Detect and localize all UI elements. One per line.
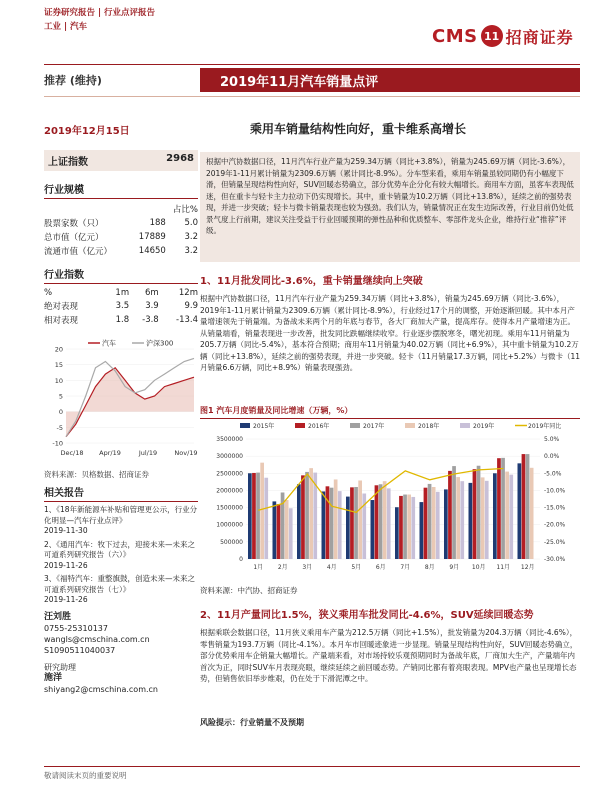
- bar: [260, 463, 264, 559]
- x-tick-label: 6月: [375, 564, 386, 571]
- bar: [399, 496, 403, 559]
- row-value: 14650: [138, 246, 166, 256]
- bar: [273, 501, 277, 559]
- row-value: 9.9: [184, 301, 198, 311]
- row-value: -13.4: [176, 315, 198, 325]
- analyst-email[interactable]: wangls@cmschina.com.cn: [44, 635, 150, 644]
- x-tick-label: 9月: [449, 564, 460, 571]
- bar: [518, 463, 522, 559]
- chart-source: 资料来源：贝格数据、招商证券: [44, 470, 149, 479]
- x-tick-label: Dec/18: [60, 449, 84, 457]
- legend-label: 2019年同比: [528, 423, 562, 430]
- related-title[interactable]: 1、《18年新能源车补贴和管理更公示，行业分化明显—汽车行业点评》: [44, 505, 198, 525]
- bar: [509, 475, 513, 559]
- y-tick-label: 5: [58, 392, 63, 401]
- y-right-tick: -10.0%: [544, 487, 566, 495]
- report-header: [44, 6, 155, 34]
- title-divider: [44, 96, 580, 97]
- y-left-tick: 2500000: [216, 470, 243, 478]
- legend-label: 沪深300: [146, 339, 174, 348]
- industry-scale-heading: 行业规模: [44, 181, 198, 199]
- y-tick-label: 0: [58, 408, 63, 417]
- bar: [501, 458, 505, 559]
- table-row: [44, 230, 198, 244]
- bar: [505, 472, 509, 559]
- related-date: 2019-11-30: [44, 526, 88, 535]
- bar: [420, 502, 424, 559]
- x-tick-label: 1月: [253, 564, 264, 571]
- bar: [395, 507, 399, 559]
- logo-cn: 招商证券: [505, 27, 574, 47]
- x-tick-label: 4月: [326, 564, 337, 571]
- bar: [456, 477, 460, 559]
- bar: [526, 454, 530, 559]
- bar: [379, 484, 383, 559]
- row-value: 188: [149, 218, 166, 228]
- bar: [407, 495, 411, 559]
- y-tick-label: -10: [52, 439, 63, 448]
- analyst-cert: S1090511040037: [44, 646, 116, 655]
- bar: [387, 488, 391, 559]
- related-item[interactable]: [44, 540, 198, 572]
- y-tick-label: 15: [54, 361, 63, 370]
- row-label: 总市值（亿元）: [44, 233, 104, 243]
- logo-latin: CMS: [432, 25, 478, 47]
- header-line1: 证券研究报告 | 行业点评报告: [44, 8, 156, 18]
- col-header: 1m: [115, 288, 130, 298]
- bar: [444, 489, 448, 559]
- y-right-tick: -5.0%: [544, 470, 562, 478]
- table-row: [44, 216, 198, 230]
- col-header: 6m: [145, 288, 159, 298]
- cms-logo: [432, 22, 580, 50]
- report-date: 2019年12月15日: [44, 126, 130, 137]
- y-left-tick: 1500000: [216, 504, 243, 512]
- related-item[interactable]: [44, 574, 198, 606]
- legend-label: 2019年: [473, 423, 495, 430]
- bar: [289, 508, 293, 559]
- x-tick-label: 8月: [424, 564, 435, 571]
- summary-box: 根据中汽协数据口径，11月汽车行业产量为259.34万辆（同比+3.8%），销量为245.69万辆（同比-3.6%），2019年1-11月累计销量为2309.6万辆（累计同比-8.9%）。分车型来看，乘用车销量虽较同期仍有小幅度下滑，但销量呈现结构性向好，SUV回暖态势确立，部分优势车企分化有较大幅增长。商用车方面，虽客车表现低迷，但在重卡与轻卡主力拉动下仍实现增长。其中，重卡销量为10.2万辆（同比+13.8%），延续之前的强势表现，并进一步突破；轻卡与微卡销量表现也较为强劲。我们认为，销量情况正在发生边际改善，行业目前仍处低景气度上行前期，建议关注受益于行业回暖预期的弹性品种和优质整车、零部件龙头企业，维持行业“推荐”评级。: [200, 152, 580, 262]
- y-right-tick: 0.0%: [544, 453, 560, 461]
- y-left-tick: 2000000: [216, 487, 243, 495]
- row-label: 绝对表现: [44, 302, 79, 312]
- x-tick-label: Apr/19: [99, 449, 121, 457]
- figure1-caption: 图1 汽车月度销量及同比增速（万辆，%）: [200, 405, 580, 419]
- risk-warning: 风险提示：行业销量不及预期: [200, 718, 304, 727]
- header-line2: 工业 | 汽车: [44, 22, 88, 32]
- legend-label: 2018年: [418, 423, 440, 430]
- bar: [436, 492, 440, 559]
- bar: [522, 454, 526, 559]
- rating-label: 推荐: [44, 74, 66, 87]
- legend-label: 2015年: [253, 423, 275, 430]
- bar: [485, 481, 489, 559]
- related-title[interactable]: 2、《通用汽车：牧下过去，迎接未来—未来之可道系列研究报告（六）》: [44, 539, 196, 559]
- table-row: [44, 244, 198, 258]
- assistant-name: 施洋: [44, 673, 63, 683]
- bar: [530, 468, 534, 559]
- x-tick-label: 11月: [496, 564, 511, 571]
- analyst-info: [44, 612, 158, 695]
- bar: [375, 485, 379, 559]
- bar: [277, 504, 281, 559]
- related-title[interactable]: 3、《福特汽车：重整旗鼓，创造未来—未来之可道系列研究报告（七）》: [44, 574, 196, 594]
- bar: [411, 497, 415, 559]
- legend-swatch: [460, 423, 470, 428]
- industry-index-table: [44, 287, 198, 327]
- row-pct: 3.2: [184, 232, 198, 242]
- legend-swatch: [240, 423, 250, 428]
- report-subtitle: 乘用车销量结构性向好，重卡维系高增长: [250, 122, 467, 136]
- section1-title: 1、11月批发同比-3.6%，重卡销量继续向上突破: [200, 276, 423, 287]
- bar: [338, 491, 342, 559]
- chart-area-auto: [66, 368, 194, 437]
- assistant-role: 研究助理: [44, 663, 76, 672]
- related-list: [44, 505, 198, 606]
- table-row: [44, 313, 198, 327]
- x-tick-label: Jul/19: [138, 449, 158, 457]
- bar: [326, 486, 330, 559]
- row-label: 股票家数（只）: [44, 219, 104, 229]
- bar: [297, 484, 301, 559]
- bar: [346, 497, 350, 559]
- x-tick-label: 7月: [400, 564, 411, 571]
- bar: [330, 488, 334, 559]
- section1-paragraph: 根据中汽协数据口径，11月汽车行业产量为259.34万辆（同比+3.8%），销量为245.69万辆（同比-3.6%），2019年1-11月累计销量为2309.6万辆（累计同比-8.9%），行业经过17个月的调整，开始逐渐回暖。其中本月产量增速领先于销量端。为备战未来两个月的年底与春节，各大厂商加大产量，提高库存。使得本月产量增速为正。从销量端看，销量表现进一步改善，批发同比跌幅继续收窄。行业逐步摆脱寒冬，曙光初现。乘用车11月销量为205.7万辆（同比-5.4%），基本符合预期；商用车11月销量为40.02万辆（同比+6.9%），其中重卡销量为10.2万辆（同比+13.8%），延续之前的强势表现，并进一步突破。轻卡（11月销量17.3万辆，同比+5.2%）与微卡（11月销量6.6万辆，同比+8.9%）销量表现强劲。: [200, 294, 580, 372]
- header-divider: [44, 64, 580, 65]
- y-right-tick: -30.0%: [544, 556, 566, 563]
- row-value: 3.5: [115, 301, 130, 311]
- industry-index-heading: 行业指数: [44, 266, 198, 284]
- bar: [497, 458, 501, 559]
- x-tick-label: 5月: [351, 564, 362, 571]
- bar: [473, 469, 477, 559]
- row-value: -3.8: [142, 315, 159, 325]
- logo-badge: 11: [481, 25, 503, 47]
- bar: [477, 466, 481, 559]
- related-date: 2019-11-26: [44, 595, 88, 604]
- bar: [350, 487, 354, 559]
- bar: [305, 472, 309, 559]
- row-value: 1.8: [115, 315, 130, 325]
- bar: [493, 473, 497, 559]
- y-right-tick: -25.0%: [544, 538, 566, 546]
- y-left-tick: 3500000: [216, 436, 243, 443]
- row-pct: 5.0: [184, 218, 198, 228]
- bar: [301, 475, 305, 559]
- row-label: 流通市值（亿元）: [44, 247, 113, 257]
- x-tick-label: 2月: [277, 564, 288, 571]
- section2-paragraph: 根据乘联会数据口径，11月狭义乘用车产量为212.5万辆（同比+1.5%），批发销量为204.3万辆（同比-4.6%），零售销量为193.7万辆（同比-4.1%）。本月车市回暖迹象进一步显现。销量呈现结构性向好，SUV回暖态势确立，部分优势乘用车企销量大幅增长。产量端来看，对市场持较乐观预期同时为备战年底，厂商加大生产，产量端年内首次为正，同时SUV车月表现亮眼，继续延续之前回暖态势。产销同比都有着亮眼表现。MPV也产量也呈现增长态势，但销售依旧举步维艰，仍在处于下滑泥潭之中。: [200, 628, 578, 683]
- x-tick-label: 3月: [302, 564, 313, 571]
- bar: [432, 487, 436, 559]
- figure1-source: 资料来源：中汽协、招商证券: [200, 586, 298, 595]
- bar: [424, 488, 428, 559]
- legend-swatch: [350, 423, 360, 428]
- bar: [264, 478, 268, 559]
- row-label: 相对表现: [44, 316, 79, 326]
- row-value: 17889: [138, 232, 166, 242]
- bar: [334, 479, 338, 559]
- monthly-sales-chart: [200, 419, 580, 579]
- bar: [383, 481, 387, 559]
- sidebar: [44, 150, 198, 609]
- y-left-tick: 1000000: [216, 521, 243, 529]
- index-performance-chart: [44, 335, 198, 461]
- x-tick-label: Nov/19: [174, 449, 198, 457]
- bar: [481, 477, 485, 559]
- footer-divider: [44, 766, 580, 767]
- bar: [371, 500, 375, 559]
- bar: [354, 487, 358, 559]
- legend-swatch: [405, 423, 415, 428]
- y-tick-label: 20: [54, 345, 63, 354]
- bar: [469, 483, 473, 559]
- industry-scale-table: [44, 202, 198, 258]
- y-left-tick: 500000: [220, 538, 243, 546]
- y-left-tick: 3000000: [216, 453, 243, 461]
- y-right-tick: 5.0%: [544, 436, 560, 443]
- x-tick-label: 10月: [471, 564, 486, 571]
- section2-title: 2、11月产量同比1.5%，狭义乘用车批发同比-4.6%，SUV延续回暖态势: [200, 610, 534, 621]
- x-tick-label: 12月: [520, 564, 535, 571]
- y-tick-label: -5: [56, 423, 63, 432]
- main-content: [200, 152, 580, 728]
- assistant-email[interactable]: shiyang2@cmschina.com.cn: [44, 685, 158, 694]
- bar: [252, 473, 256, 559]
- bar: [248, 473, 252, 559]
- col-header: 12m: [178, 288, 198, 298]
- col-header: %: [44, 288, 53, 298]
- scale-col-header: 占比%: [172, 205, 198, 215]
- y-left-tick: 0: [239, 556, 243, 563]
- bar: [285, 500, 289, 559]
- bar: [428, 484, 432, 559]
- legend-label: 2016年: [308, 423, 330, 430]
- rating: [44, 72, 102, 88]
- bar: [256, 473, 260, 559]
- bar: [358, 480, 362, 559]
- row-value: 3.9: [145, 301, 159, 311]
- bar: [452, 466, 456, 559]
- report-title: 2019年11月汽车销量点评: [200, 68, 580, 92]
- bar: [460, 481, 464, 559]
- bar: [403, 495, 407, 559]
- index-label: 上证指数: [48, 157, 88, 168]
- index-value: 2968: [166, 153, 194, 164]
- related-date: 2019-11-26: [44, 560, 88, 570]
- analyst-name: 汪刘胜: [44, 612, 72, 622]
- legend-swatch: [295, 423, 305, 428]
- y-right-tick: -15.0%: [544, 504, 566, 512]
- legend-label: 2017年: [363, 423, 385, 430]
- footer-note: 敬请阅读末页的重要说明: [44, 771, 127, 780]
- table-row: [44, 299, 198, 313]
- bar: [448, 471, 452, 559]
- row-pct: 3.2: [184, 246, 198, 256]
- y-right-tick: -20.0%: [544, 521, 566, 529]
- index-box: [44, 150, 198, 171]
- related-heading: 相关报告: [44, 484, 198, 502]
- analyst-phone: 0755-25310137: [44, 624, 108, 633]
- y-tick-label: 10: [54, 376, 63, 385]
- related-item[interactable]: [44, 505, 198, 537]
- legend-label: 汽车: [102, 339, 116, 348]
- bar: [322, 491, 326, 559]
- rating-sub: (维持): [69, 74, 102, 87]
